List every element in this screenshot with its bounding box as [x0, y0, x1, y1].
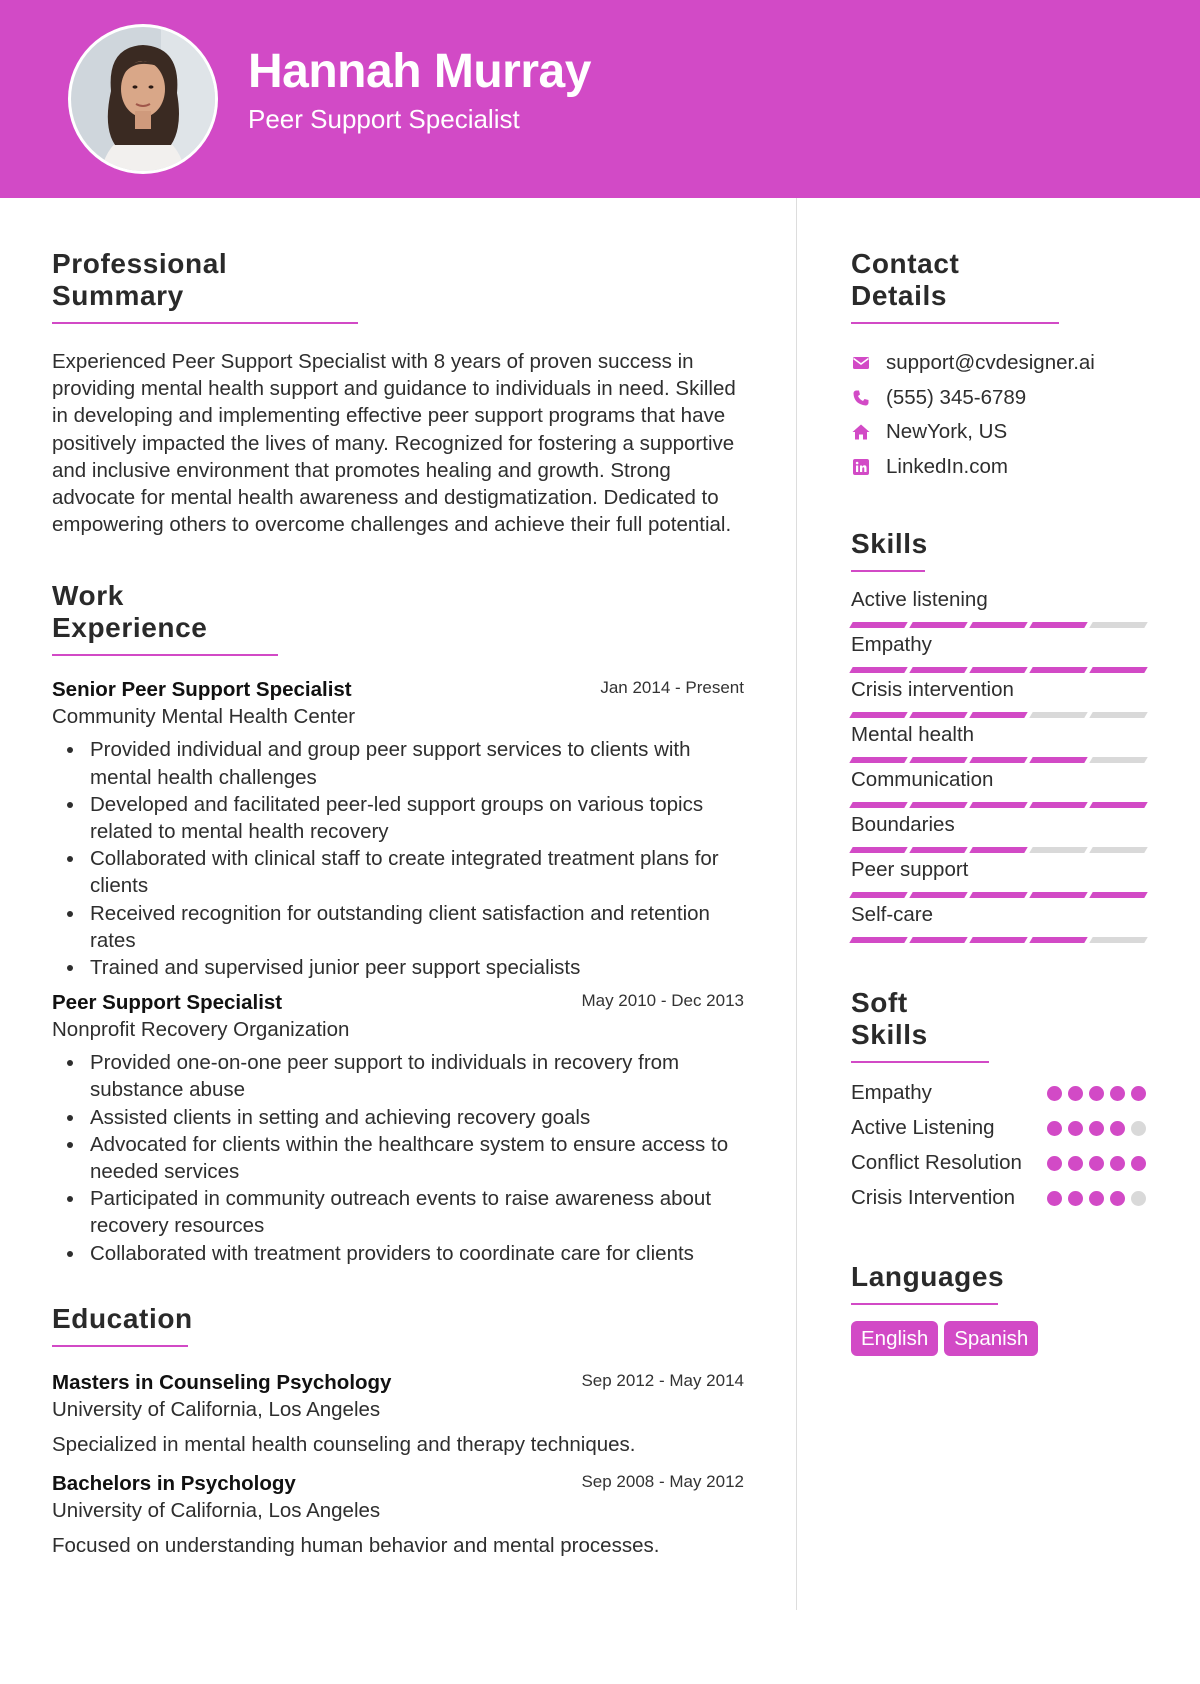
contact-text: (555) 345-6789: [886, 385, 1027, 409]
skill-level-segment: [1029, 847, 1087, 853]
skill-level-segment: [1029, 937, 1087, 943]
skill-level-bar: [851, 667, 1146, 673]
skill-level-segment: [969, 937, 1027, 943]
rating-dot: [1089, 1156, 1104, 1171]
skill-level-segment: [1089, 802, 1147, 808]
list-item: Provided one-on-one peer support to individuals in recovery from substance abuse: [52, 1049, 744, 1103]
skill-level-segment: [1029, 622, 1087, 628]
rating-dot: [1131, 1191, 1146, 1206]
skill-level-segment: [849, 937, 907, 943]
skill-level-segment: [909, 937, 967, 943]
skill-level-segment: [909, 667, 967, 673]
soft-skill-rating: [1047, 1086, 1146, 1101]
rating-dot: [1110, 1086, 1125, 1101]
skill-level-bar: [851, 892, 1146, 898]
list-item: Participated in community outreach events to raise awareness about recovery resources: [52, 1185, 744, 1239]
skill-level-segment: [849, 802, 907, 808]
skill-name: Self-care: [851, 903, 934, 926]
soft-skill-rating: [1047, 1191, 1146, 1206]
job-title: Senior Peer Support Specialist: [52, 678, 352, 702]
rating-dot: [1110, 1191, 1125, 1206]
contact-location: [851, 415, 1151, 450]
languages-section: [851, 1261, 1151, 1356]
soft-skill-item: [851, 1184, 1151, 1211]
rating-dot: [1089, 1191, 1104, 1206]
skill-level-segment: [1089, 892, 1147, 898]
soft-skill-rating: [1047, 1121, 1146, 1136]
rating-dot: [1110, 1121, 1125, 1136]
profile-photo: [71, 27, 215, 171]
soft-skill-name: Crisis Intervention: [851, 1186, 1016, 1209]
skills-section: [851, 528, 1151, 943]
skill-level-segment: [969, 757, 1027, 763]
language-list: [851, 1321, 1151, 1356]
education-section: [52, 1303, 744, 1559]
education-entry: [52, 1369, 744, 1458]
rating-dot: [1068, 1121, 1083, 1136]
skill-level-segment: [909, 892, 967, 898]
avatar: [68, 24, 218, 174]
soft-skill-item: [851, 1114, 1151, 1141]
candidate-role: Peer Support Specialist: [248, 104, 520, 134]
skill-level-segment: [849, 712, 907, 718]
section-title: Education: [52, 1303, 188, 1347]
list-item: Collaborated with clinical staff to create integrated treatment plans for clients: [52, 845, 744, 899]
section-title: Soft Skills: [851, 987, 989, 1063]
skill-name: Communication: [851, 768, 994, 791]
soft-skill-rating: [1047, 1156, 1146, 1171]
skill-level-segment: [909, 712, 967, 718]
soft-skill-list: [851, 1079, 1151, 1211]
skill-level-bar: [851, 712, 1146, 718]
skill-item: [851, 856, 1151, 898]
list-item: Trained and supervised junior peer support specialists: [52, 954, 744, 981]
skill-level-segment: [1029, 712, 1087, 718]
skill-level-segment: [1089, 847, 1147, 853]
candidate-name: Hannah Murray: [248, 45, 591, 98]
skill-level-segment: [1089, 712, 1147, 718]
contact-text: support@cvdesigner.ai: [886, 351, 1095, 375]
job-dates: Jan 2014 - Present: [600, 678, 744, 698]
skill-level-segment: [969, 712, 1027, 718]
job-title: Peer Support Specialist: [52, 991, 283, 1015]
skill-level-segment: [1029, 892, 1087, 898]
contact-list: [851, 346, 1151, 484]
degree-title: Bachelors in Psychology: [52, 1471, 296, 1495]
main-column: [52, 248, 744, 1559]
header-banner: [0, 0, 1200, 198]
degree-title: Masters in Counseling Psychology: [52, 1370, 392, 1394]
skill-level-segment: [969, 802, 1027, 808]
soft-skill-item: [851, 1149, 1151, 1176]
soft-skill-name: Empathy: [851, 1081, 932, 1104]
summary-text: Experienced Peer Support Specialist with 8 years of proven success in providing mental health support and guidance to individuals in need. Skilled in developing and implementing effective peer support programs that have positively impacted the lives of many. Recognized for fostering a supportive and inclusive environment that promotes healing and growth. Strong advocate for mental health awareness and destigmatization. Dedicated to empowering others to overcome challenges and achieve their full potential.: [52, 350, 736, 537]
skill-level-segment: [969, 622, 1027, 628]
rating-dot: [1131, 1156, 1146, 1171]
skill-name: Crisis intervention: [851, 678, 1014, 701]
job-entry: [52, 676, 744, 981]
skill-item: [851, 766, 1151, 808]
education-description: Focused on understanding human behavior and mental processes.: [52, 1533, 660, 1557]
skill-item: [851, 676, 1151, 718]
skill-name: Mental health: [851, 723, 975, 746]
skill-level-segment: [909, 847, 967, 853]
contact-section: [851, 248, 1151, 484]
rating-dot: [1131, 1121, 1146, 1136]
skill-level-segment: [909, 802, 967, 808]
education-dates: Sep 2012 - May 2014: [581, 1370, 744, 1390]
column-divider: [796, 198, 797, 1610]
skill-level-bar: [851, 757, 1146, 763]
language-tag: English: [851, 1321, 938, 1356]
list-item: Collaborated with treatment providers to coordinate care for clients: [52, 1240, 744, 1267]
section-title: Languages: [851, 1261, 998, 1305]
skill-level-segment: [1089, 622, 1147, 628]
skill-list: [851, 586, 1151, 943]
job-organization: Nonprofit Recovery Organization: [52, 1018, 350, 1042]
skill-level-segment: [849, 667, 907, 673]
rating-dot: [1047, 1191, 1062, 1206]
skill-level-bar: [851, 802, 1146, 808]
list-item: Provided individual and group peer support services to clients with mental health challenges: [52, 736, 744, 790]
contact-text: LinkedIn.com: [886, 454, 1008, 478]
skill-level-segment: [969, 847, 1027, 853]
skill-level-segment: [909, 757, 967, 763]
soft-skill-name: Active Listening: [851, 1116, 995, 1139]
job-bullets: [52, 736, 744, 981]
list-item: Developed and facilitated peer-led support groups on various topics related to mental health recovery: [52, 791, 744, 845]
rating-dot: [1089, 1086, 1104, 1101]
soft-skills-section: [851, 987, 1151, 1211]
contact-text: NewYork, US: [886, 420, 1008, 444]
skill-level-segment: [1029, 667, 1087, 673]
skill-name: Active listening: [851, 588, 988, 611]
education-entry: [52, 1470, 744, 1559]
section-title: Work Experience: [52, 580, 278, 656]
education-description: Specialized in mental health counseling and therapy techniques.: [52, 1432, 636, 1456]
summary-section: [52, 248, 744, 538]
skill-item: [851, 721, 1151, 763]
skill-level-segment: [1089, 757, 1147, 763]
skill-level-segment: [1029, 757, 1087, 763]
job-organization: Community Mental Health Center: [52, 705, 356, 729]
skill-item: [851, 586, 1151, 628]
rating-dot: [1110, 1156, 1125, 1171]
rating-dot: [1047, 1121, 1062, 1136]
rating-dot: [1047, 1156, 1062, 1171]
skill-level-bar: [851, 847, 1146, 853]
skill-level-segment: [1089, 937, 1147, 943]
skill-level-segment: [849, 847, 907, 853]
skill-item: [851, 811, 1151, 853]
skill-item: [851, 901, 1151, 943]
section-title: Skills: [851, 528, 925, 572]
rating-dot: [1089, 1121, 1104, 1136]
school-name: University of California, Los Angeles: [52, 1498, 381, 1522]
skill-name: Peer support: [851, 858, 969, 881]
school-name: University of California, Los Angeles: [52, 1397, 381, 1421]
contact-phone[interactable]: [851, 381, 1151, 416]
phone-icon: [852, 389, 870, 407]
home-icon: [852, 423, 870, 441]
skill-name: Boundaries: [851, 813, 955, 836]
linkedin-icon: [852, 458, 870, 476]
soft-skill-name: Conflict Resolution: [851, 1151, 1022, 1174]
skill-level-segment: [969, 667, 1027, 673]
list-item: Assisted clients in setting and achieving recovery goals: [52, 1104, 744, 1131]
skill-level-bar: [851, 937, 1146, 943]
rating-dot: [1068, 1156, 1083, 1171]
envelope-icon: [852, 354, 870, 372]
rating-dot: [1068, 1086, 1083, 1101]
section-title: Professional Summary: [52, 248, 358, 324]
contact-linkedin[interactable]: [851, 450, 1151, 485]
skill-level-segment: [849, 757, 907, 763]
skill-level-segment: [1089, 667, 1147, 673]
rating-dot: [1047, 1086, 1062, 1101]
list-item: Advocated for clients within the healthcare system to ensure access to needed services: [52, 1131, 744, 1185]
skill-name: Empathy: [851, 633, 932, 656]
skill-level-bar: [851, 622, 1146, 628]
sidebar-column: [851, 248, 1151, 1356]
skill-level-segment: [849, 622, 907, 628]
work-section: [52, 580, 744, 1266]
job-dates: May 2010 - Dec 2013: [581, 991, 744, 1011]
language-tag: Spanish: [944, 1321, 1038, 1356]
education-dates: Sep 2008 - May 2012: [581, 1471, 744, 1491]
skill-level-segment: [1029, 802, 1087, 808]
job-bullets: [52, 1049, 744, 1267]
skill-item: [851, 631, 1151, 673]
soft-skill-item: [851, 1079, 1151, 1106]
rating-dot: [1131, 1086, 1146, 1101]
rating-dot: [1068, 1191, 1083, 1206]
list-item: Received recognition for outstanding client satisfaction and retention rates: [52, 900, 744, 954]
skill-level-segment: [969, 892, 1027, 898]
contact-email[interactable]: [851, 346, 1151, 381]
job-entry: [52, 989, 744, 1267]
skill-level-segment: [849, 892, 907, 898]
skill-level-segment: [909, 622, 967, 628]
section-title: Contact Details: [851, 248, 1059, 324]
